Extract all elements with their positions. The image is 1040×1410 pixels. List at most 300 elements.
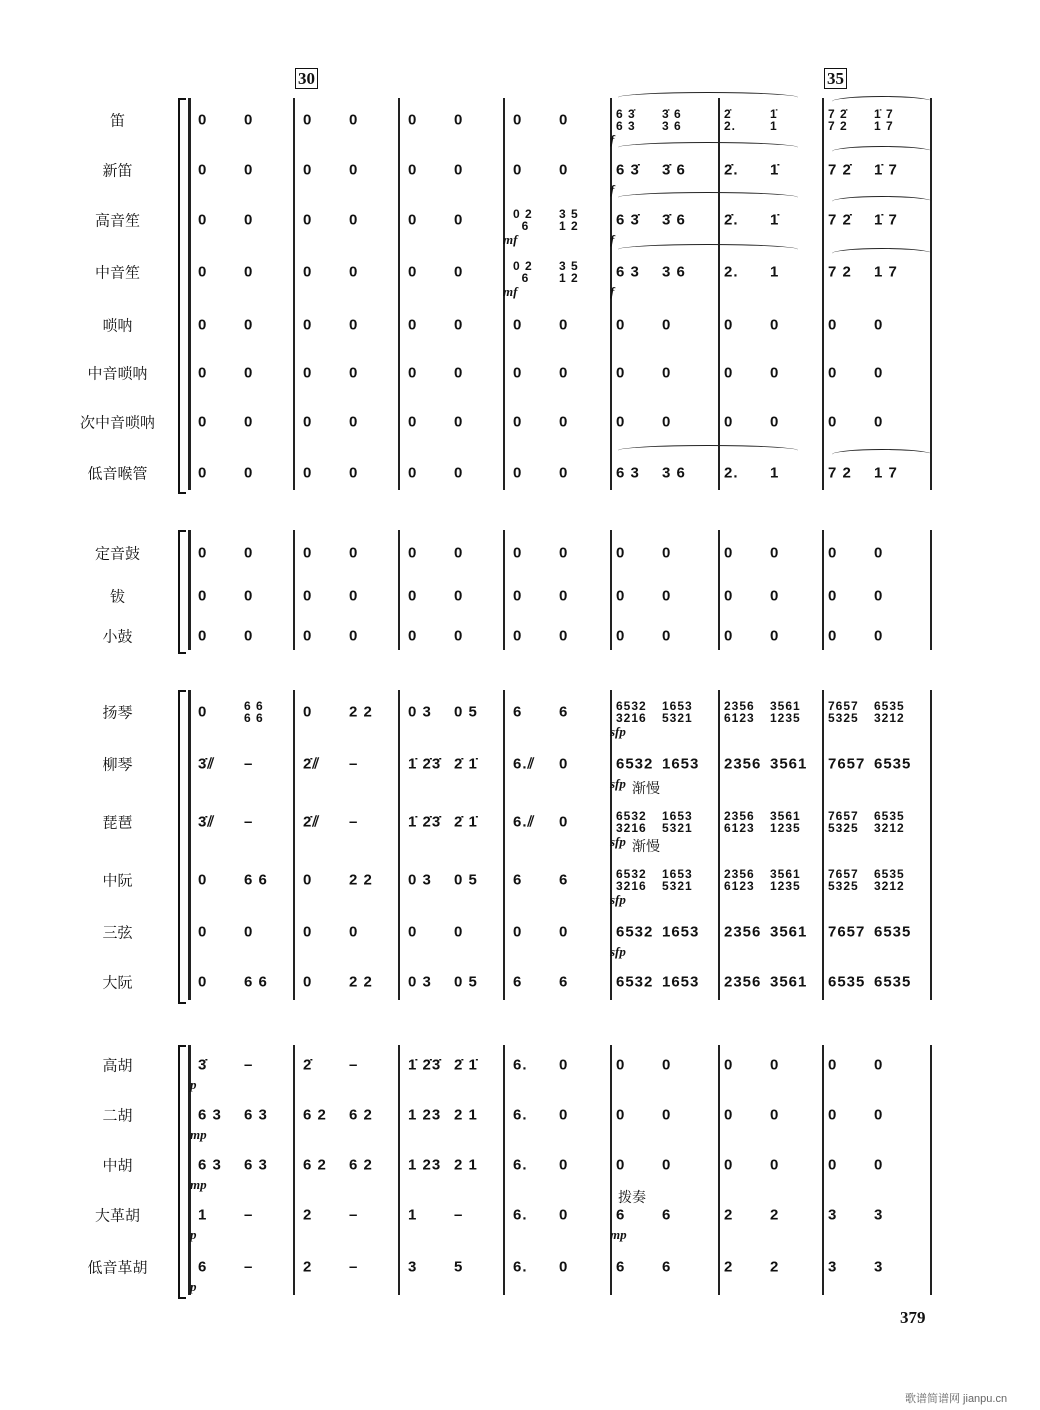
note: 0: [349, 627, 359, 645]
dynamic-marking: sfp: [610, 834, 626, 849]
note: –: [244, 1206, 254, 1224]
barline: [610, 1045, 612, 1295]
note: 7657: [828, 923, 866, 941]
note: 6535: [874, 923, 912, 941]
dynamic-marking: mp: [190, 1127, 207, 1142]
barline: [398, 690, 400, 1000]
note: 0: [303, 111, 313, 129]
note: 0: [770, 316, 780, 334]
note: 3 6: [662, 464, 686, 482]
instrument-name: 中阮: [102, 871, 133, 890]
instrument-name: 高音笙: [94, 211, 140, 230]
dynamic-marking: f: [610, 232, 615, 247]
note: 2 1: [454, 1106, 478, 1124]
note: 0: [559, 1056, 569, 1074]
staff-group-bracket: [178, 530, 186, 654]
note: 0: [828, 1056, 838, 1074]
note: 0: [408, 923, 418, 941]
note: 0: [198, 973, 208, 991]
note: 6532: [616, 755, 654, 773]
note: 6535: [874, 973, 912, 991]
note: 0: [244, 923, 254, 941]
note: 0: [513, 316, 523, 334]
note: 6532: [616, 973, 654, 991]
barline: [718, 690, 720, 1000]
note: 0: [244, 111, 254, 129]
note: 1: [198, 1206, 208, 1224]
note: 6 3: [198, 1106, 222, 1124]
note: 0: [198, 544, 208, 562]
note: 7657 5325: [828, 867, 859, 893]
note: 6 3̇: [616, 161, 640, 179]
note: 6 6: [244, 973, 268, 991]
note: 2̇ 1̇: [454, 1056, 478, 1074]
instrument-name: 大革胡: [94, 1206, 140, 1225]
note: 0: [303, 544, 313, 562]
note: –: [244, 1258, 254, 1276]
note: 6.⫽: [513, 813, 536, 831]
note: 6 2: [303, 1106, 327, 1124]
note: 1653: [662, 973, 700, 991]
note: 6532 3216: [616, 867, 647, 893]
note: 0: [198, 871, 208, 889]
note: 1̇: [770, 211, 780, 229]
note: 0: [559, 161, 569, 179]
instrument-name: 扬琴: [102, 703, 133, 722]
note: 0: [770, 1056, 780, 1074]
note: 6535: [828, 973, 866, 991]
note: 0: [874, 364, 884, 382]
note: 2.: [724, 464, 739, 482]
note: 0: [244, 587, 254, 605]
barline: [610, 530, 612, 650]
instrument-name: 低音革胡: [87, 1258, 148, 1277]
measure-number: 30: [295, 68, 318, 89]
note: 0: [303, 923, 313, 941]
dynamic-marking: f: [610, 132, 615, 147]
note: 3: [408, 1258, 418, 1276]
note: 0: [828, 316, 838, 334]
note: 0: [198, 364, 208, 382]
note: 3 5 1 2: [559, 207, 579, 233]
note: 0: [559, 544, 569, 562]
note: 0: [616, 1156, 626, 1174]
note: 7657 5325: [828, 809, 859, 835]
dynamic-marking: p: [190, 1077, 197, 1092]
slur: [618, 142, 798, 153]
note: 0: [828, 413, 838, 431]
note: 0: [349, 263, 359, 281]
note: 0: [513, 364, 523, 382]
note: –: [349, 813, 359, 831]
note: 0 5: [454, 703, 478, 721]
note: 3561: [770, 923, 808, 941]
note: 1653 5321: [662, 867, 693, 893]
instrument-name: 中音唢呐: [87, 364, 148, 383]
note: 0: [828, 587, 838, 605]
dynamic-marking: sfp: [610, 892, 626, 907]
technique-annotation: 拨奏: [618, 1190, 646, 1206]
barline: [188, 98, 191, 490]
note: 0: [408, 587, 418, 605]
note: 0: [770, 364, 780, 382]
note: 2̇ 1̇: [454, 755, 478, 773]
dynamic-marking: sfp: [610, 724, 626, 739]
note: 2̇ 1̇: [454, 813, 478, 831]
note: 6: [513, 703, 523, 721]
note: 2356 6123: [724, 809, 755, 835]
note: 0: [303, 161, 313, 179]
slur: [618, 445, 798, 456]
note: 7 2̇ 7 2: [828, 107, 848, 133]
note: 0: [454, 364, 464, 382]
note: 2356: [724, 923, 762, 941]
note: 1̇ 7: [874, 211, 898, 229]
dynamic-marking: p: [190, 1279, 197, 1294]
note: 0: [408, 111, 418, 129]
note: 3̇ 6 3 6: [662, 107, 682, 133]
note: 3 6: [662, 263, 686, 281]
note: 0: [616, 364, 626, 382]
dynamic-marking: sfp: [610, 944, 626, 959]
note: 1653: [662, 755, 700, 773]
note: 6: [513, 973, 523, 991]
instrument-name: 琵琶: [102, 813, 133, 832]
note: 0: [349, 544, 359, 562]
note: 0: [724, 544, 734, 562]
dynamic-marking: f: [610, 182, 615, 197]
note: –: [244, 755, 254, 773]
note: 0: [454, 923, 464, 941]
note: 0: [198, 211, 208, 229]
instrument-name: 三弦: [102, 923, 133, 942]
slur: [832, 248, 932, 259]
note: 0: [513, 161, 523, 179]
note: 0: [662, 544, 672, 562]
instrument-name: 定音鼓: [94, 544, 140, 563]
note: 6 3: [198, 1156, 222, 1174]
note: 6535 3212: [874, 699, 905, 725]
note: 0: [662, 1056, 672, 1074]
note: 2 2: [349, 871, 373, 889]
note: 7657 5325: [828, 699, 859, 725]
instrument-name: 钹: [109, 587, 125, 606]
note: 0: [559, 111, 569, 129]
note: 3̇: [198, 1056, 208, 1074]
note: 0: [770, 413, 780, 431]
note: 0: [244, 627, 254, 645]
note: 6 2: [349, 1156, 373, 1174]
note: 0: [724, 316, 734, 334]
note: 2̇⫽: [303, 813, 321, 831]
note: 0: [408, 211, 418, 229]
note: 0: [724, 364, 734, 382]
watermark: 歌谱简谱网 jianpu.cn: [905, 1393, 1008, 1405]
note: 0: [303, 364, 313, 382]
note: 6 2: [303, 1156, 327, 1174]
note: 3561: [770, 973, 808, 991]
note: 2̇.: [724, 211, 739, 229]
barline: [822, 690, 824, 1000]
note: 0: [828, 1156, 838, 1174]
note: 0: [828, 364, 838, 382]
slur: [832, 449, 932, 460]
note: 3̇ 6: [662, 161, 686, 179]
note: 0: [770, 1156, 780, 1174]
note: –: [454, 1206, 464, 1224]
note: 0: [408, 464, 418, 482]
note: 0: [349, 413, 359, 431]
note: 0: [559, 1156, 569, 1174]
barline: [398, 1045, 400, 1295]
note: 2356: [724, 973, 762, 991]
note: 6: [559, 703, 569, 721]
note: 2.: [724, 263, 739, 281]
measure-number: 35: [824, 68, 847, 89]
staff-group-bracket: [178, 1045, 186, 1299]
note: 0: [513, 587, 523, 605]
note: 0: [513, 413, 523, 431]
note: 0: [244, 211, 254, 229]
note: 1653: [662, 923, 700, 941]
note: 6.: [513, 1156, 528, 1174]
note: 5: [454, 1258, 464, 1276]
note: 0: [198, 923, 208, 941]
note: 2 2: [349, 973, 373, 991]
note: 1̇ 2̇3̇: [408, 1056, 442, 1074]
note: 0: [454, 413, 464, 431]
note: 2̇ 2.: [724, 107, 737, 133]
note: 2̇⫽: [303, 755, 321, 773]
note: 0: [408, 413, 418, 431]
note: –: [349, 1056, 359, 1074]
note: 0: [559, 755, 569, 773]
note: 0: [408, 544, 418, 562]
note: 0: [454, 316, 464, 334]
note: 0: [198, 263, 208, 281]
slur: [832, 146, 932, 157]
note: 0: [770, 1106, 780, 1124]
note: 1̇ 2̇3̇: [408, 813, 442, 831]
note: 0: [349, 161, 359, 179]
note: 1̇ 7 1 7: [874, 107, 894, 133]
note: 6532: [616, 923, 654, 941]
note: 6: [513, 871, 523, 889]
note: 1: [770, 464, 780, 482]
note: 3 5 1 2: [559, 259, 579, 285]
note: 0: [874, 544, 884, 562]
note: 0: [408, 316, 418, 334]
note: 0: [244, 464, 254, 482]
note: 0: [559, 1206, 569, 1224]
note: 0: [513, 111, 523, 129]
note: 3561 1235: [770, 809, 801, 835]
note: 1̇: [770, 161, 780, 179]
note: 0 3: [408, 871, 432, 889]
barline: [293, 690, 295, 1000]
note: 1̇ 7: [874, 161, 898, 179]
note: 0: [513, 464, 523, 482]
note: 0: [616, 316, 626, 334]
barline: [822, 1045, 824, 1295]
note: 0: [454, 111, 464, 129]
note: 0: [662, 1106, 672, 1124]
barline: [930, 690, 932, 1000]
note: 0: [770, 587, 780, 605]
barline: [293, 98, 295, 490]
note: 2: [303, 1258, 313, 1276]
note: 1 23: [408, 1106, 442, 1124]
instrument-name: 二胡: [102, 1106, 133, 1125]
note: 6 3: [616, 464, 640, 482]
note: 3: [874, 1258, 884, 1276]
note: 0: [724, 1156, 734, 1174]
note: –: [349, 755, 359, 773]
note: 2356 6123: [724, 867, 755, 893]
note: 6 3̇: [616, 211, 640, 229]
note: 0: [874, 1106, 884, 1124]
barline: [718, 98, 720, 490]
instrument-name: 低音喉管: [87, 464, 148, 483]
note: 0: [244, 364, 254, 382]
note: 2: [770, 1206, 780, 1224]
barline: [822, 530, 824, 650]
note: 6535: [874, 755, 912, 773]
note: 0: [454, 211, 464, 229]
barline: [398, 530, 400, 650]
barline: [398, 98, 400, 490]
instrument-name: 柳琴: [102, 755, 133, 774]
note: –: [349, 1258, 359, 1276]
note: 0: [244, 161, 254, 179]
note: 0: [662, 627, 672, 645]
note: 0: [616, 413, 626, 431]
note: 0 3: [408, 973, 432, 991]
barline: [930, 530, 932, 650]
note: 3̇⫽: [198, 813, 216, 831]
note: 0: [724, 587, 734, 605]
note: 0: [198, 413, 208, 431]
note: 2 2: [349, 703, 373, 721]
note: 0: [559, 813, 569, 831]
note: 6532 3216: [616, 809, 647, 835]
note: 2: [724, 1258, 734, 1276]
note: 0: [770, 627, 780, 645]
note: 0: [198, 587, 208, 605]
note: 2̇.: [724, 161, 739, 179]
barline: [930, 1045, 932, 1295]
note: 0: [874, 1056, 884, 1074]
note: 0: [828, 544, 838, 562]
note: 0: [349, 464, 359, 482]
instrument-name: 大阮: [102, 973, 133, 992]
note: 3561: [770, 755, 808, 773]
note: 0: [244, 413, 254, 431]
note: 0: [874, 587, 884, 605]
instrument-name: 高胡: [102, 1056, 133, 1075]
note: 6.⫽: [513, 755, 536, 773]
note: 0: [303, 587, 313, 605]
note: 0: [770, 544, 780, 562]
note: 6 6: [244, 871, 268, 889]
instrument-name: 中音笙: [94, 263, 140, 282]
note: 6532 3216: [616, 699, 647, 725]
note: 0: [559, 364, 569, 382]
note: 0: [616, 1106, 626, 1124]
barline: [822, 98, 824, 490]
note: 6535 3212: [874, 809, 905, 835]
page-number: 379: [900, 1308, 926, 1327]
note: 0: [244, 316, 254, 334]
note: 0: [303, 413, 313, 431]
note: 6: [662, 1258, 672, 1276]
note: 2356 6123: [724, 699, 755, 725]
note: 0: [559, 464, 569, 482]
slur: [832, 196, 932, 207]
note: 6 3: [616, 263, 640, 281]
note: 0: [874, 627, 884, 645]
note: 0: [662, 316, 672, 334]
dynamic-marking: mp: [190, 1177, 207, 1192]
note: 0: [303, 871, 313, 889]
note: 0: [559, 1258, 569, 1276]
barline: [293, 530, 295, 650]
note: 0: [454, 544, 464, 562]
barline: [503, 1045, 505, 1295]
note: 6 3: [244, 1106, 268, 1124]
instrument-name: 唢呐: [102, 316, 133, 335]
note: 0: [559, 627, 569, 645]
note: 1653 5321: [662, 699, 693, 725]
note: 6535 3212: [874, 867, 905, 893]
note: 6: [559, 871, 569, 889]
barline: [293, 1045, 295, 1295]
note: 6: [616, 1206, 626, 1224]
note: 0: [349, 111, 359, 129]
note: 2: [724, 1206, 734, 1224]
note: 0: [303, 316, 313, 334]
note: 0: [662, 1156, 672, 1174]
note: 0: [349, 211, 359, 229]
note: 0: [559, 923, 569, 941]
note: 1: [408, 1206, 418, 1224]
note: 0: [303, 211, 313, 229]
note: 7 2̇: [828, 211, 852, 229]
note: 0: [662, 364, 672, 382]
note: 0 5: [454, 973, 478, 991]
note: –: [244, 1056, 254, 1074]
note: 0: [408, 364, 418, 382]
note: 6: [616, 1258, 626, 1276]
note: 0: [198, 111, 208, 129]
note: 0: [303, 973, 313, 991]
note: 0: [303, 627, 313, 645]
note: 1: [770, 263, 780, 281]
note: 0: [198, 161, 208, 179]
note: 3: [828, 1258, 838, 1276]
dynamic-marking: mp: [610, 1227, 627, 1242]
note: 6 3: [244, 1156, 268, 1174]
note: 0: [874, 1156, 884, 1174]
note: 0: [408, 627, 418, 645]
note: 0: [198, 316, 208, 334]
note: 0: [874, 316, 884, 334]
note: 0: [616, 627, 626, 645]
slur: [832, 96, 932, 107]
note: 1 23: [408, 1156, 442, 1174]
instrument-name: 小鼓: [102, 627, 133, 646]
note: 0: [513, 544, 523, 562]
